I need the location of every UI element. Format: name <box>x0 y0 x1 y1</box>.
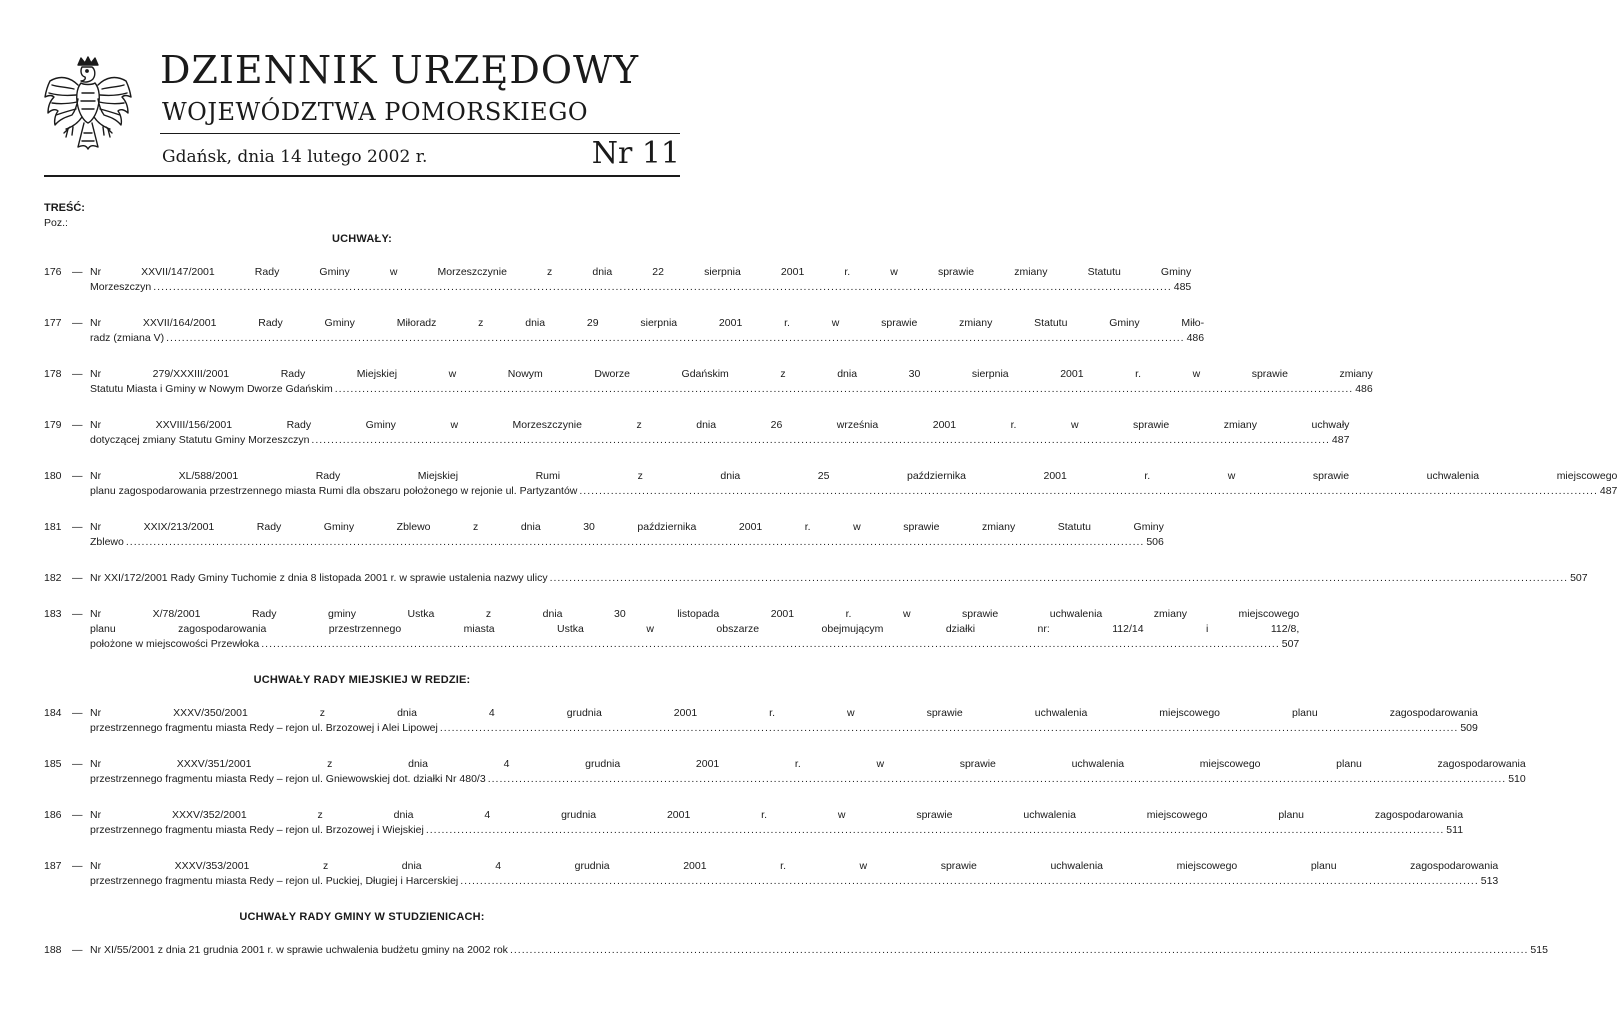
entry-number: 186 <box>44 809 62 821</box>
entry-last-line <box>90 280 1191 295</box>
section-heading: UCHWAŁY RADY MIEJSKIEJ W REDZIE: <box>253 674 471 686</box>
entry-page-number: 507 <box>1281 638 1300 650</box>
dot-leader <box>311 433 1329 448</box>
dot-leader <box>426 823 1444 838</box>
contents-entry <box>44 943 1548 958</box>
entry-last-line <box>90 823 1463 838</box>
entry-text-line: Nr XXXV/350/2001 z dnia 4 grudnia 2001 r. w sprawie uchwalenia miejscowego planu zagospodarowania <box>90 707 1478 719</box>
entry-text-line: Nr X/78/2001 Rady gminy Ustka z dnia 30 listopada 2001 r. w sprawie uchwalenia zmiany miejscowego <box>90 608 1300 620</box>
entry-dash: — <box>72 809 83 821</box>
dot-leader <box>126 535 1144 550</box>
dot-leader <box>261 637 1279 652</box>
entry-dash: — <box>72 368 83 380</box>
entry-last-line <box>90 943 1548 958</box>
dot-leader <box>440 721 1458 736</box>
entry-text-line: Statutu Miasta i Gminy w Nowym Dworze Gdańskim <box>90 383 333 395</box>
entry-text-line: Nr XXVIII/156/2001 Rady Gminy w Morzeszczynie z dnia 26 września 2001 r. w sprawie zmiany uchwały <box>90 419 1350 431</box>
entry-body <box>90 367 1373 397</box>
entry-dash: — <box>72 317 83 329</box>
contents-entry <box>44 520 1164 550</box>
entry-text-line: planu zagospodarowania przestrzennego miasta Ustka w obszarze obejmującym działki nr: 112/14 i 112/8, <box>90 623 1300 635</box>
entry-page-number: 515 <box>1530 944 1548 956</box>
entry-number: 182 <box>44 572 62 584</box>
entry-number: 180 <box>44 470 62 482</box>
entry-last-line <box>90 433 1349 448</box>
entry-dash: — <box>72 470 83 482</box>
entry-number: 178 <box>44 368 62 380</box>
entry-text-line: radz (zmiana V) <box>90 332 165 344</box>
contents-entry <box>44 607 1300 652</box>
entry-body <box>90 943 1548 958</box>
entry-number: 181 <box>44 521 62 533</box>
contents-entry <box>44 316 1205 346</box>
entry-dash: — <box>72 572 83 584</box>
table-of-contents <box>44 201 1617 979</box>
contents-entry <box>44 469 1617 499</box>
entry-number: 188 <box>44 944 62 956</box>
dot-leader <box>153 280 1171 295</box>
entry-text-line: Nr XXIX/213/2001 Rady Gminy Zblewo z dnia 30 października 2001 r. w sprawie zmiany Statutu Gminy <box>90 521 1164 533</box>
dot-leader <box>335 382 1353 397</box>
entry-last-line <box>90 535 1164 550</box>
entry-dash: — <box>72 266 83 278</box>
position-label: Poz.: <box>44 217 68 229</box>
contents-entry <box>44 265 1192 295</box>
entry-number: 179 <box>44 419 62 431</box>
entry-text-line: Nr XXVII/147/2001 Rady Gminy w Morzeszczynie z dnia 22 sierpnia 2001 r. w sprawie zmiany Statutu Gminy <box>90 266 1192 278</box>
entry-page-number: 487 <box>1331 434 1350 446</box>
entry-body <box>90 418 1349 448</box>
entry-body <box>90 757 1526 787</box>
contents-entry <box>44 418 1350 448</box>
contents-entry <box>44 757 1526 787</box>
entry-text-line: przestrzennego fragmentu miasta Redy – rejon ul. Gniewowskiej dot. działki Nr 480/3 <box>90 773 486 785</box>
entry-text-line: Morzeszczyn <box>90 281 152 293</box>
dot-leader <box>460 874 1478 889</box>
entry-text-line: Nr XXVII/164/2001 Rady Gminy Miłoradz z dnia 29 sierpnia 2001 r. w sprawie zmiany Statutu Gminy Miło- <box>90 317 1205 329</box>
entry-dash: — <box>72 758 83 770</box>
entry-page-number: 509 <box>1460 722 1478 734</box>
entry-text-line: Nr XL/588/2001 Rady Miejskiej Rumi z dnia 25 października 2001 r. w sprawie uchwalenia miejscowego <box>90 470 1617 482</box>
entry-body <box>90 808 1463 838</box>
entry-text-line: przestrzennego fragmentu miasta Redy – rejon ul. Puckiej, Długiej i Harcerskiej <box>90 875 459 887</box>
entry-body <box>90 469 1617 499</box>
entry-page-number: 486 <box>1186 332 1205 344</box>
dot-leader <box>550 571 1568 586</box>
entry-text-line: Nr 279/XXXIII/2001 Rady Miejskiej w Nowym Dworze Gdańskim z dnia 30 sierpnia 2001 r. w sprawie zmiany <box>90 368 1373 380</box>
entry-text-line: Nr XXXV/351/2001 z dnia 4 grudnia 2001 r. w sprawie uchwalenia miejscowego planu zagospodarowania <box>90 758 1526 770</box>
entry-dash: — <box>72 521 83 533</box>
entry-last-line <box>90 484 1617 499</box>
entry-number: 184 <box>44 707 62 719</box>
entry-number: 185 <box>44 758 62 770</box>
entry-page-number: 506 <box>1146 536 1164 548</box>
contents-entry <box>44 571 1588 586</box>
eagle-emblem-icon <box>40 55 136 153</box>
contents-entry <box>44 808 1464 838</box>
entry-text-line: przestrzennego fragmentu miasta Redy – rejon ul. Brzozowej i Alei Lipowej <box>90 722 438 734</box>
entry-text-line: Nr XXXV/353/2001 z dnia 4 grudnia 2001 r. w sprawie uchwalenia miejscowego planu zagospodarowania <box>90 860 1499 872</box>
entry-text-line: planu zagospodarowania przestrzennego miasta Rumi dla obszaru położonego w rejonie ul. Partyzantów <box>90 485 578 497</box>
entry-body <box>90 706 1478 736</box>
entry-page-number: 510 <box>1508 773 1526 785</box>
entry-last-line <box>90 874 1498 889</box>
entry-dash: — <box>72 944 83 956</box>
entry-body <box>90 859 1498 889</box>
entry-text-line: Nr XXXV/352/2001 z dnia 4 grudnia 2001 r. w sprawie uchwalenia miejscowego planu zagospodarowania <box>90 809 1464 821</box>
entry-dash: — <box>72 707 83 719</box>
entry-number: 187 <box>44 860 62 872</box>
entry-text-line: przestrzennego fragmentu miasta Redy – rejon ul. Brzozowej i Wiejskiej <box>90 824 424 836</box>
contents-entry <box>44 367 1373 397</box>
entry-last-line <box>90 571 1588 586</box>
entry-text-line: dotyczącej zmiany Statutu Gminy Morzeszczyn <box>90 434 310 446</box>
entry-last-line <box>90 637 1299 652</box>
entry-number: 176 <box>44 266 62 278</box>
journal-title: DZIENNIK URZĘDOWY <box>160 48 640 92</box>
entry-text-line: Zblewo <box>90 536 124 548</box>
entry-page-number: 485 <box>1173 281 1192 293</box>
entry-page-number: 513 <box>1480 875 1499 887</box>
contents-heading: TREŚĆ: <box>44 202 85 214</box>
entry-page-number: 486 <box>1355 383 1373 395</box>
section-heading: UCHWAŁY RADY GMINY W STUDZIENICACH: <box>239 911 485 923</box>
entry-page-number: 511 <box>1446 824 1464 836</box>
title-divider <box>160 133 680 134</box>
contents-entry <box>44 859 1499 889</box>
dot-leader <box>579 484 1597 499</box>
dot-leader <box>166 331 1184 346</box>
contents-entry <box>44 706 1478 736</box>
entry-page-number: 507 <box>1570 572 1588 584</box>
entry-dash: — <box>72 860 83 872</box>
entry-text-line: położone w miejscowości Przewłoka <box>90 638 260 650</box>
entry-last-line <box>90 772 1526 787</box>
dot-leader <box>510 943 1528 958</box>
entry-dash: — <box>72 419 83 431</box>
masthead-divider <box>44 175 680 177</box>
dot-leader <box>488 772 1506 787</box>
contents-sections <box>44 232 1617 958</box>
entry-number: 183 <box>44 608 62 620</box>
section-heading: UCHWAŁY: <box>331 233 393 245</box>
entry-last-line <box>90 382 1373 397</box>
issue-number: Nr 11 <box>591 136 680 171</box>
entry-text-line: Nr XI/55/2001 z dnia 21 grudnia 2001 r. w sprawie uchwalenia budżetu gminy na 2002 rok <box>90 944 508 956</box>
entry-body <box>90 520 1164 550</box>
issue-date: Gdańsk, dnia 14 lutego 2002 r. <box>162 147 428 167</box>
masthead <box>0 0 724 185</box>
entry-body <box>90 571 1588 586</box>
entry-body <box>90 607 1299 652</box>
journal-subtitle: WOJEWÓDZTWA POMORSKIEGO <box>162 98 589 126</box>
entry-dash: — <box>72 608 83 620</box>
entry-last-line <box>90 331 1204 346</box>
entry-number: 177 <box>44 317 62 329</box>
entry-last-line <box>90 721 1478 736</box>
entry-page-number: 487 <box>1599 485 1617 497</box>
entry-body <box>90 265 1191 295</box>
entry-body <box>90 316 1204 346</box>
entry-text-line: Nr XXI/172/2001 Rady Gminy Tuchomie z dnia 8 listopada 2001 r. w sprawie ustalenia nazwy ulicy <box>90 572 548 584</box>
